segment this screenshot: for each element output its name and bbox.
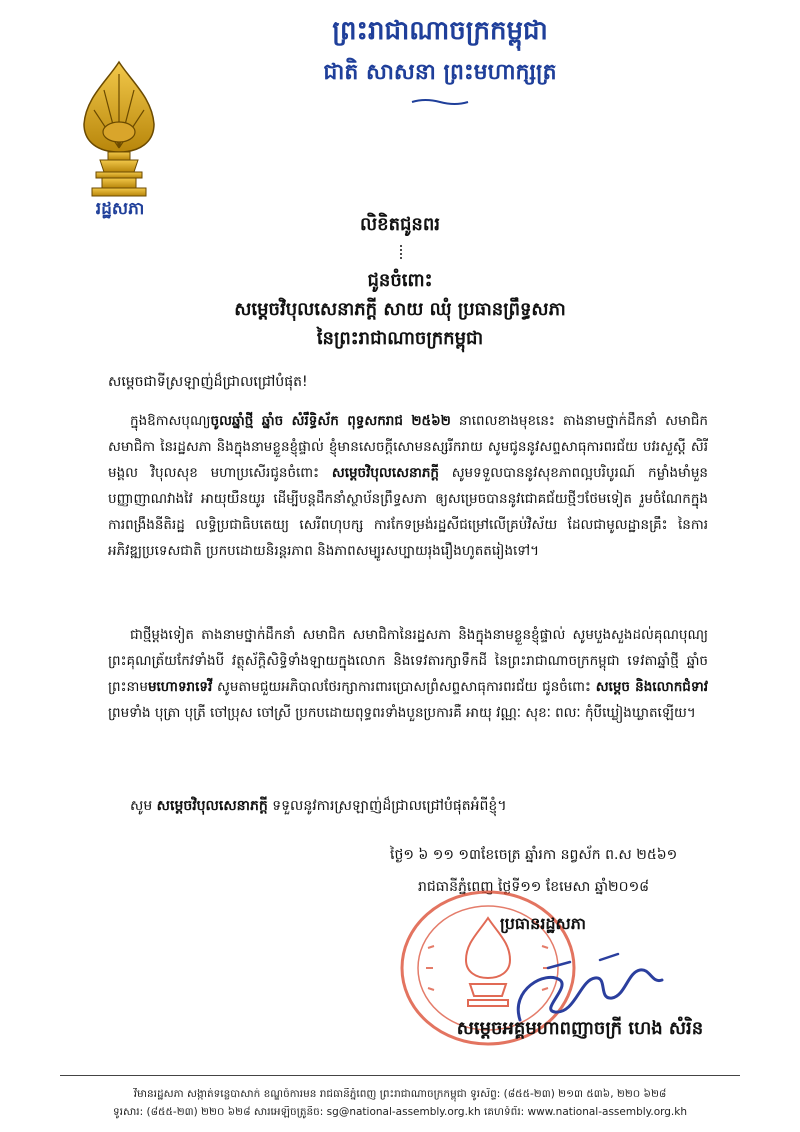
footer-divider [60,1075,740,1076]
para2-bold-2: សម្ដេច និងលោកជំទាវ [595,679,709,695]
document-title: លិខិតជូនពរ [360,214,440,235]
recipient-to-label: ជូនចំពោះ [367,270,433,291]
recipient-organization: នៃព្រះរាជាណាចក្រកម្ពុជា [316,328,484,349]
emblem-label: រដ្ឋសភា [95,199,145,219]
kingdom-heading: ព្រះរាជាណាចក្រកម្ពុជា [332,16,548,46]
salutation: សម្ដេចជាទីស្រឡាញ់ដ៏ជ្រាលជ្រៅបំផុត! [108,374,308,390]
closing-text-2: ទទួលនូវការស្រឡាញ់ដ៏ជ្រាលជ្រៅបំផុតអំពីខ្ញុំ។ [267,798,507,814]
footer-contacts: ទូរសារ: (៨៥៥-២៣) ២២០ ៦២៨ សារអេឡិចត្រូនិច: sg@national-assembly.org.kh គេហទំព័រ: www.national-assembly.org.kh [112,1106,688,1118]
header-divider-ornament [410,98,470,106]
body-paragraph-1 [108,408,708,564]
para2-text-1: ជាថ្មីម្ដងទៀត តាងនាមថ្នាក់ដឹកនាំ សមាជិក សមាជិកានៃរដ្ឋសភា និងក្នុងនាមខ្លួនខ្ញុំផ្ទាល់ សូមបួងសួងដល់គុណបុណ្យព្រះគុណត្រ័យកែវទាំងបី វត្ថុស័ក្ដិសិទ្ធិទាំងឡាយក្នុងលោក និងទេវតារក្សាទឹកដី នៃព្រះរាជាណាចក្រកម្ពុជា ទេវតាឆ្នាំថ្មី ឆ្នាំច ព្រះនាម [108,627,708,695]
closing-line [130,796,730,817]
para1-text-3: សូមទទួលបាននូវសុខភាពល្អបរិបូរណ៍ កម្លាំងមាំមួន បញ្ញាញាណវាងវៃ អាយុយឺនយូរ ដើម្បីបន្តដឹកនាំស្ថាប័នព្រឹទ្ធសភា ឲ្យសម្រេចបាននូវជោគជ័យថ្មីៗថែមទៀត រួមចំណែកក្នុងការពង្រឹងនីតិរដ្ឋ លទ្ធិប្រជាធិបតេយ្យ សេរីពហុបក្ស ការកែទម្រង់រដ្ឋសីជម្រៅលើគ្រប់វិស័យ ដែលជាមូលដ្ឋានគ្រឹះ នៃការអភិវឌ្ឍប្រទេសជាតិ ប្រកបដោយនិរន្តរភាព និងភាពសម្បូរសប្បាយរុងរឿងហូតតរៀងទៅ។ [108,465,709,559]
para1-bold-1: ចូលឆ្នាំថ្មី ឆ្នាំច សំរឹទ្ធិស័ក ពុទ្ធសករាជ ២៥៦២ [210,413,451,429]
closing-text-1: សូម [130,798,157,814]
body-paragraph-2 [108,622,708,726]
closing-bold-1: សម្ដេចវិបុលសេនាភក្ដី [156,798,268,814]
recipient-name: សម្ដេចវិបុលសេនាភក្ដី សាយ ឈុំ ប្រធានព្រឹទ្ធសភា [234,299,566,320]
signer-name: សម្ដេចអគ្គមហាពញាចក្រី ហេង សំរិន [456,1018,704,1039]
para2-text-2: សូមតាមជួយអភិបាលថែរក្សាការពារប្រោសព្រំសព្ទសាធុការពរជ័យ ជូនចំពោះ [212,679,596,695]
para2-bold-1: មហោទរាទេវី [147,679,213,695]
signer-title: ប្រធានរដ្ឋសភា [500,914,587,933]
national-assembly-emblem-icon [74,60,164,200]
para2-text-3: ព្រមទាំង បុត្រា បុត្រី ចៅប្រុស ចៅស្រី ប្រកបដោយពុទ្ធពរទាំងបួនប្រការគឺ អាយុ វណ្ណៈ សុខៈ ពលៈ កុំបីឃ្លៀងឃ្លាតឡើយ។ [108,705,696,721]
para1-bold-2: សម្ដេចវិបុលសេនាភក្ដី [331,465,439,481]
lunar-date: ថ្ងៃ១ ៦ ១១ ១៣ខែចេត្រ ឆ្នាំរកា នព្វស័ក ព.ស ២៥៦១ [390,847,678,863]
motto-heading: ជាតិ សាសនា ព្រះមហាក្សត្រ [323,59,557,85]
solar-date-place: រាជធានីភ្នំពេញ ថ្ងៃទី១១ ខែមេសា ឆ្នាំ២០១៨ [418,879,650,895]
para1-text-2: នាពេលខាងមុខនេះ តាងនាមថ្នាក់ដឹកនាំ សមាជិក សមាជិកា នៃរដ្ឋសភា និងក្នុងនាមខ្លួនខ្ញុំផ្ទាល់ ខ្ញុំមានសេចក្ដីសោមនស្សរីករាយ សូមជូននូវសព្ទសាធុការពរជ័យ បវរសួស្ដី សិរីមង្គល វិបុលសុខ មហាប្រសើរជូនចំពោះ [108,413,708,481]
para1-text-1: ក្នុងឱកាសបុណ្យ [130,413,211,429]
title-ornament [398,245,404,259]
footer-address: វិមានរដ្ឋសភា សង្កាត់ទន្លេបាសាក់ ខណ្ឌចំការមន រាជធានីភ្នំពេញ ព្រះរាជាណាចក្រកម្ពុជា ទូរស័ព្ទ: (៨៥៥-២៣) ២១៣ ៥៣៦, ២២០ ៦២៨ [133,1088,667,1100]
